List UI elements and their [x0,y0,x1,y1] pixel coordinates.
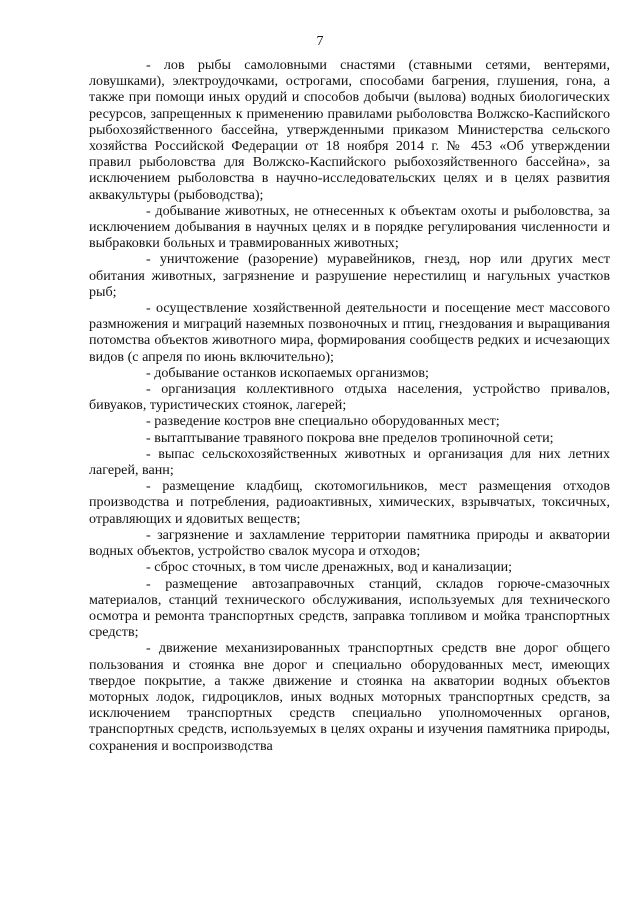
paragraph-animal-hunting-ban: - добывание животных, не отнесенных к объектам охоты и рыболовства, за исключением добывания в научных целях и в порядке регулирования численности и выбраковки больных и травмированных животных; [89,202,610,252]
paragraph-breeding-sites-ban: - осуществление хозяйственной деятельности и посещение мест массового размножения и миграций наземных позвоночных и птиц, гнездования и выращивания потомства объектов животного мира, формирования сообществ редких и исчезающих видов (с апреля по июнь включительно); [89,300,610,365]
paragraph-fishing-ban: - лов рыбы самоловными снастями (ставными сетями, вентерями, ловушками), электроудочками, острогами, способами багрения, глушения, гона, а также при помощи иных орудий и способов добычи (вылова) водных биологических ресурсов, запрещенных к применению правилами рыболовства Волжско-Каспийского рыбохозяйственного бассейна, утвержденными приказом Министерства сельского хозяйства Российской Федерации от 18 ноября 2014 г. № 453 «Об утверждении правил рыболовства для Волжско-Каспийского рыбохозяйственного бассейна», за исключением рыболовства в научно-исследовательских целях и в целях развития аквакультуры (рыбоводства); [89,57,610,203]
paragraph-trampling-ban: - вытаптывание травяного покрова вне пределов тропиночной сети; [146,429,554,446]
paragraph-fuel-station-ban: - размещение автозаправочных станций, складов горюче-смазочных материалов, станций технического обслуживания, используемых для технического осмотра и ремонта транспортных средств, заправка топливом и мойка транспортных средств; [89,575,610,641]
paragraph-waste-disposal-ban: - размещение кладбищ, скотомогильников, мест размещения отходов производства и потребления, радиоактивных, химических, взрывчатых, токсичных, отравляющих и ядовитых веществ; [89,478,610,527]
paragraph-littering-ban: - загрязнение и захламление территории памятника природы и акватории водных объектов, устройство свалок мусора и отходов; [89,526,610,560]
paragraph-sewage-ban: - сброс сточных, в том числе дренажных, вод и канализации; [146,559,513,576]
page-number: 7 [316,34,324,49]
paragraph-habitat-destruction-ban: - уничтожение (разорение) муравейников, гнезд, нор или других мест обитания животных, загрязнение и разрушение нерестилищ и нагульных участков рыб; [89,251,610,300]
paragraph-fossil-collection-ban: - добывание останков ископаемых организмов; [146,364,429,381]
paragraph-campfire-ban: - разведение костров вне специально оборудованных мест; [146,413,500,430]
paragraph-grazing-ban: - выпас сельскохозяйственных животных и организация для них летних лагерей, ванн; [89,445,610,479]
paragraph-vehicle-movement-ban: - движение механизированных транспортных средств вне дорог общего пользования и стоянка вне дорог и специально оборудованных мест, имеющих твердое покрытие, а также движение и стоянка на акватории водных объектов моторных лодок, гидроциклов, иных водных моторных транспортных средств, за исключением транспортных средств специально уполномоченных органов, транспортных средств, используемых в целях охраны и изучения памятника природы, сохранения и воспроизводства [89,640,610,754]
paragraph-camping-ban: - организация коллективного отдыха населения, устройство привалов, бивуаков, туристических стоянок, лагерей; [89,381,610,414]
page-body [89,57,610,754]
